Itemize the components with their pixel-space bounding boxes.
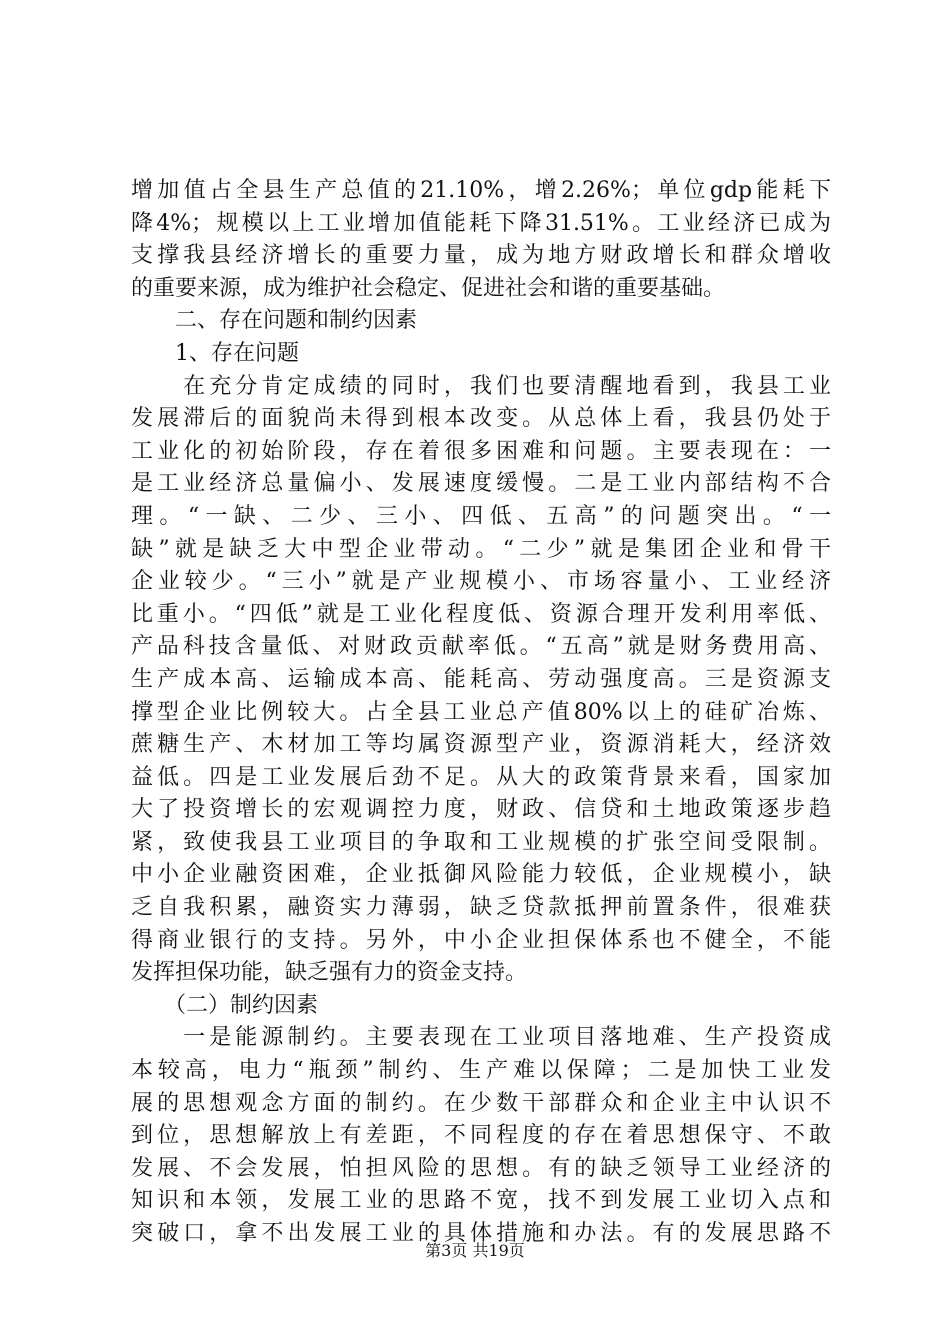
text-line: 知识和本领，发展工业的思路不宽，找不到发展工业切入点和 xyxy=(131,1188,831,1214)
text-line: 增加值占全县生产总值的21.10%，增2.26%；单位gdp能耗下 xyxy=(131,178,831,203)
text-line: 中小企业融资困难，企业抵御风险能力较低，企业规模小，缺 xyxy=(131,862,831,888)
text-line: 缺”就是缺乏大中型企业带动。“二少”就是集团企业和骨干 xyxy=(131,536,831,562)
subsection-heading: （二）制约因素 xyxy=(131,992,319,1018)
text-line: 是工业经济总量偏小、发展速度缓慢。二是工业内部结构不合 xyxy=(131,471,831,497)
text-line: 展的思想观念方面的制约。在少数干部群众和企业主中认识不 xyxy=(131,1090,831,1116)
text-line: 一是能源制约。主要表现在工业项目落地难、生产投资成 xyxy=(131,1025,831,1051)
text-line: 乏自我积累，融资实力薄弱，缺乏贷款抵押前置条件，很难获 xyxy=(131,895,831,921)
text-line: 发展滞后的面貌尚未得到根本改变。从总体上看，我县仍处于 xyxy=(131,406,831,432)
text-line: 大了投资增长的宏观调控力度，财政、信贷和土地政策逐步趋 xyxy=(131,797,831,823)
text-line: 发挥担保功能，缺乏强有力的资金支持。 xyxy=(131,960,528,986)
text-line: 产品科技含量低、对财政贡献率低。“五高”就是财务费用高、 xyxy=(131,634,831,660)
text-line: 企业较少。“三小”就是产业规模小、市场容量小、工业经济 xyxy=(131,569,831,595)
text-line: 的重要来源，成为维护社会稳定、促进社会和谐的重要基础。 xyxy=(131,275,726,301)
text-line: 益低。四是工业发展后劲不足。从大的政策背景来看，国家加 xyxy=(131,764,831,790)
text-line: 发展、不会发展，怕担风险的思想。有的缺乏领导工业经济的 xyxy=(131,1155,831,1181)
text-line: 突破口，拿不出发展工业的具体措施和办法。有的发展思路不 xyxy=(131,1221,831,1246)
text-line: 本较高，电力“瓶颈”制约、生产难以保障；二是加快工业发 xyxy=(131,1058,831,1084)
text-line: 紧，致使我县工业项目的争取和工业规模的扩张空间受限制。 xyxy=(131,829,831,855)
section-heading: 二、存在问题和制约因素 xyxy=(131,308,418,334)
text-line: 撑型企业比例较大。占全县工业总产值80%以上的硅矿冶炼、 xyxy=(131,699,831,725)
subsection-heading: 1、存在问题 xyxy=(131,340,299,366)
page-number-label: 第3页 共19页 xyxy=(425,1241,525,1260)
text-line: 理。“一缺、二少、三小、四低、五高”的问题突出。“一 xyxy=(131,503,831,529)
text-line: 工业化的初始阶段，存在着很多困难和问题。主要表现在：一 xyxy=(131,438,831,464)
text-line: 降4%；规模以上工业增加值能耗下降31.51%。工业经济已成为 xyxy=(131,210,831,236)
body-text xyxy=(131,175,831,1251)
text-line: 蔗糖生产、木材加工等均属资源型产业，资源消耗大，经济效 xyxy=(131,732,831,758)
text-line: 到位，思想解放上有差距，不同程度的存在着思想保守、不敢 xyxy=(131,1123,831,1149)
text-line: 生产成本高、运输成本高、能耗高、劳动强度高。三是资源支 xyxy=(131,666,831,692)
text-line: 得商业银行的支持。另外，中小企业担保体系也不健全，不能 xyxy=(131,927,831,953)
text-line: 支撑我县经济增长的重要力量，成为地方财政增长和群众增收 xyxy=(131,243,831,269)
text-line: 在充分肯定成绩的同时，我们也要清醒地看到，我县工业 xyxy=(131,373,831,399)
text-line: 比重小。“四低”就是工业化程度低、资源合理开发利用率低、 xyxy=(131,601,831,627)
page-footer xyxy=(0,1240,950,1262)
